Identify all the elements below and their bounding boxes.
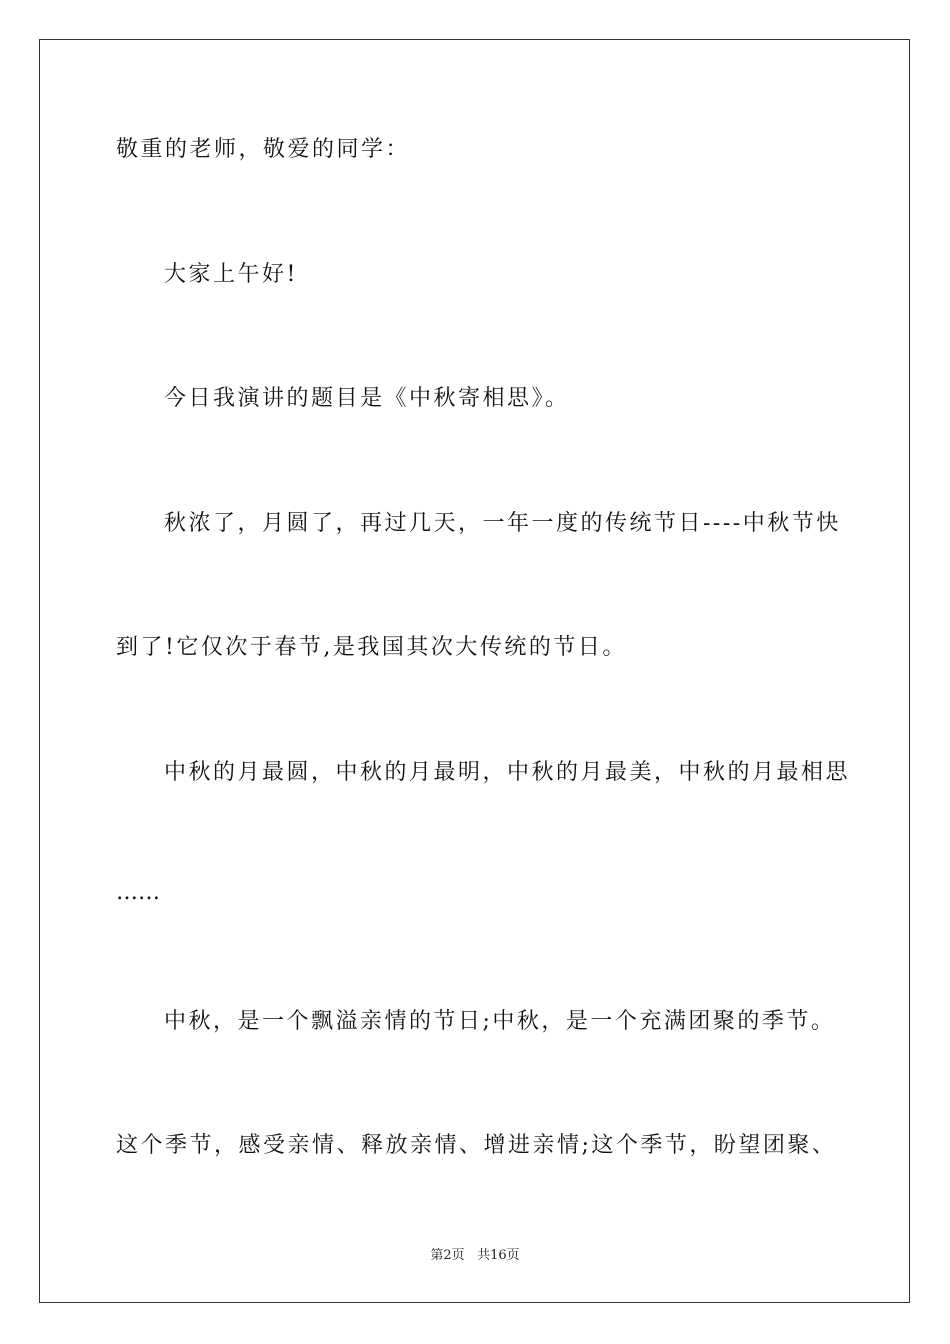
page-total: 共16页 (477, 1248, 520, 1263)
page-border (39, 39, 910, 1303)
paragraph-line: 这个季节，感受亲情、释放亲情、增进亲情;这个季节，盼望团聚、 (116, 1133, 837, 1158)
paragraph-line: 中秋，是一个飘溢亲情的节日;中秋，是一个充满团聚的季节。 (164, 1009, 836, 1034)
ellipsis-line: …… (116, 880, 160, 905)
page-number: 第2页 (430, 1248, 465, 1263)
paragraph-line: 中秋的月最圆，中秋的月最明，中秋的月最美，中秋的月最相思 (164, 760, 851, 785)
page-footer (0, 1248, 950, 1264)
salutation-line: 敬重的老师，敬爱的同学： (116, 137, 411, 162)
paragraph-line: 秋浓了，月圆了，再过几天，一年一度的传统节日----中秋节快 (164, 511, 841, 536)
speech-title-line: 今日我演讲的题目是《中秋寄相思》。 (164, 386, 570, 411)
paragraph-line: 到了!它仅次于春节,是我国其次大传统的节日。 (116, 635, 627, 660)
greeting-line: 大家上午好! (164, 262, 298, 287)
